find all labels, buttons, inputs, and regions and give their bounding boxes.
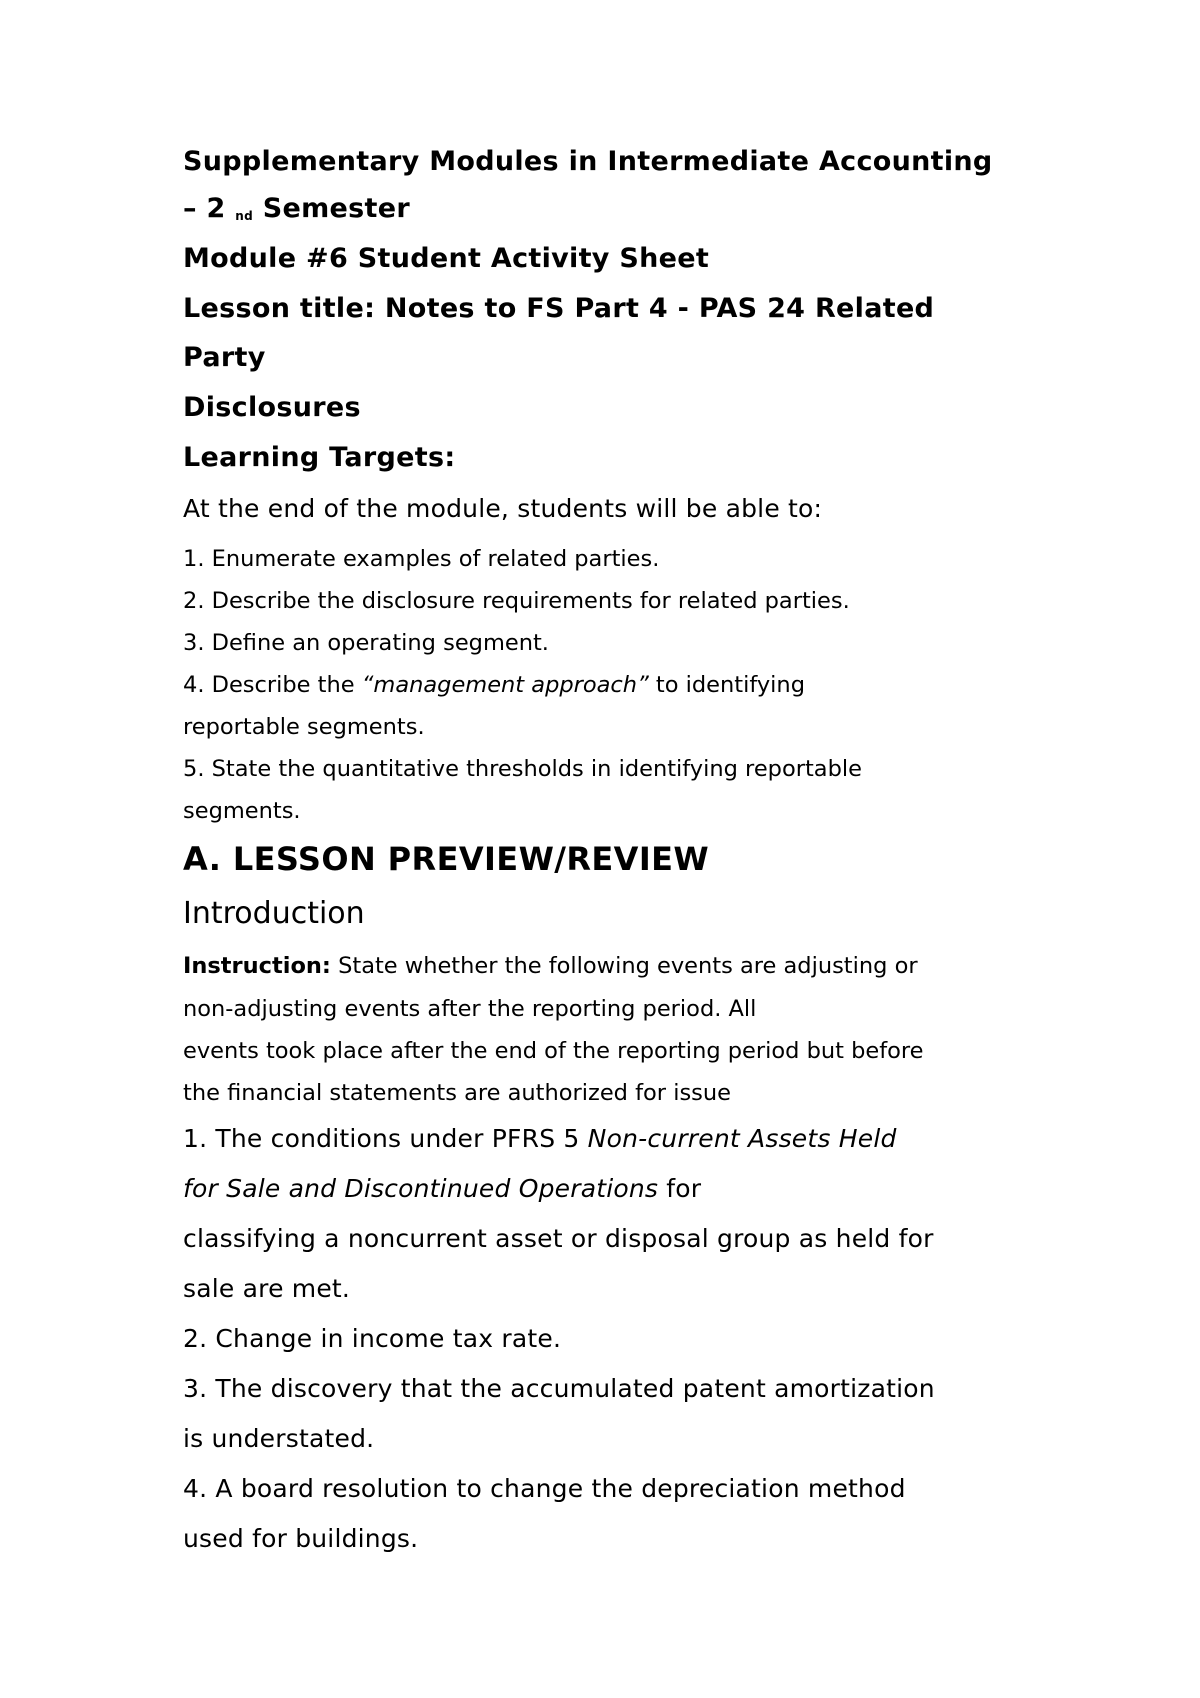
target-2: 2. Describe the disclosure requirements for related parties. [183, 588, 850, 614]
item-2: 2. Change in income tax rate. [183, 1324, 562, 1353]
target-5: 5. State the quantitative thresholds in identifying reportable [183, 756, 862, 782]
semester-line [183, 193, 410, 224]
instruction-line2: non-adjusting events after the reporting period. All [183, 996, 757, 1022]
item-1-italic-a: Non-current Assets Held [587, 1124, 897, 1153]
item-1-line2 [183, 1174, 701, 1203]
target-3: 3. Define an operating segment. [183, 630, 549, 656]
item-1-line4: sale are met. [183, 1274, 351, 1303]
lesson-title-line1: Lesson title: Notes to FS Part 4 - PAS 24 Related [183, 293, 935, 324]
target-4-continued: reportable segments. [183, 714, 425, 740]
item-1-suffix: for [658, 1174, 702, 1203]
semester-suffix: Semester [262, 193, 410, 224]
target-4-suffix: to identifying [648, 672, 805, 698]
item-1-prefix: 1. The conditions under PFRS 5 [183, 1124, 588, 1153]
target-4-italic: “management approach” [361, 672, 649, 698]
learning-targets-intro: At the end of the module, students will be able to: [183, 494, 823, 523]
semester-prefix: – 2 [183, 193, 226, 224]
lesson-title-line2: Party [183, 342, 266, 373]
item-1-italic-b: for Sale and Discontinued Operations [183, 1174, 659, 1203]
instruction-line4: the financial statements are authorized for issue [183, 1080, 731, 1106]
target-4 [183, 672, 805, 698]
lesson-title-line3: Disclosures [183, 392, 361, 423]
semester-superscript: nd [235, 209, 254, 223]
instruction-label: Instruction: [183, 953, 331, 979]
item-3-line2: is understated. [183, 1424, 375, 1453]
item-1-line1 [183, 1124, 897, 1153]
instruction-text: State whether the following events are adjusting or [330, 953, 918, 979]
module-series-title: Supplementary Modules in Intermediate Accounting [183, 146, 993, 177]
item-4-line2: used for buildings. [183, 1524, 419, 1553]
learning-targets-heading: Learning Targets: [183, 442, 456, 473]
module-number: Module #6 Student Activity Sheet [183, 243, 710, 274]
item-1-line3: classifying a noncurrent asset or disposal group as held for [183, 1224, 934, 1253]
item-3-line1: 3. The discovery that the accumulated patent amortization [183, 1374, 935, 1403]
introduction-heading: Introduction [183, 896, 365, 931]
target-1: 1. Enumerate examples of related parties. [183, 546, 660, 572]
instruction-line3: events took place after the end of the reporting period but before [183, 1038, 924, 1064]
target-5-continued: segments. [183, 798, 301, 824]
target-4-prefix: 4. Describe the [183, 672, 362, 698]
instruction-line1 [183, 953, 918, 979]
item-4-line1: 4. A board resolution to change the depreciation method [183, 1474, 906, 1503]
section-a-title: A. LESSON PREVIEW/REVIEW [183, 840, 710, 878]
